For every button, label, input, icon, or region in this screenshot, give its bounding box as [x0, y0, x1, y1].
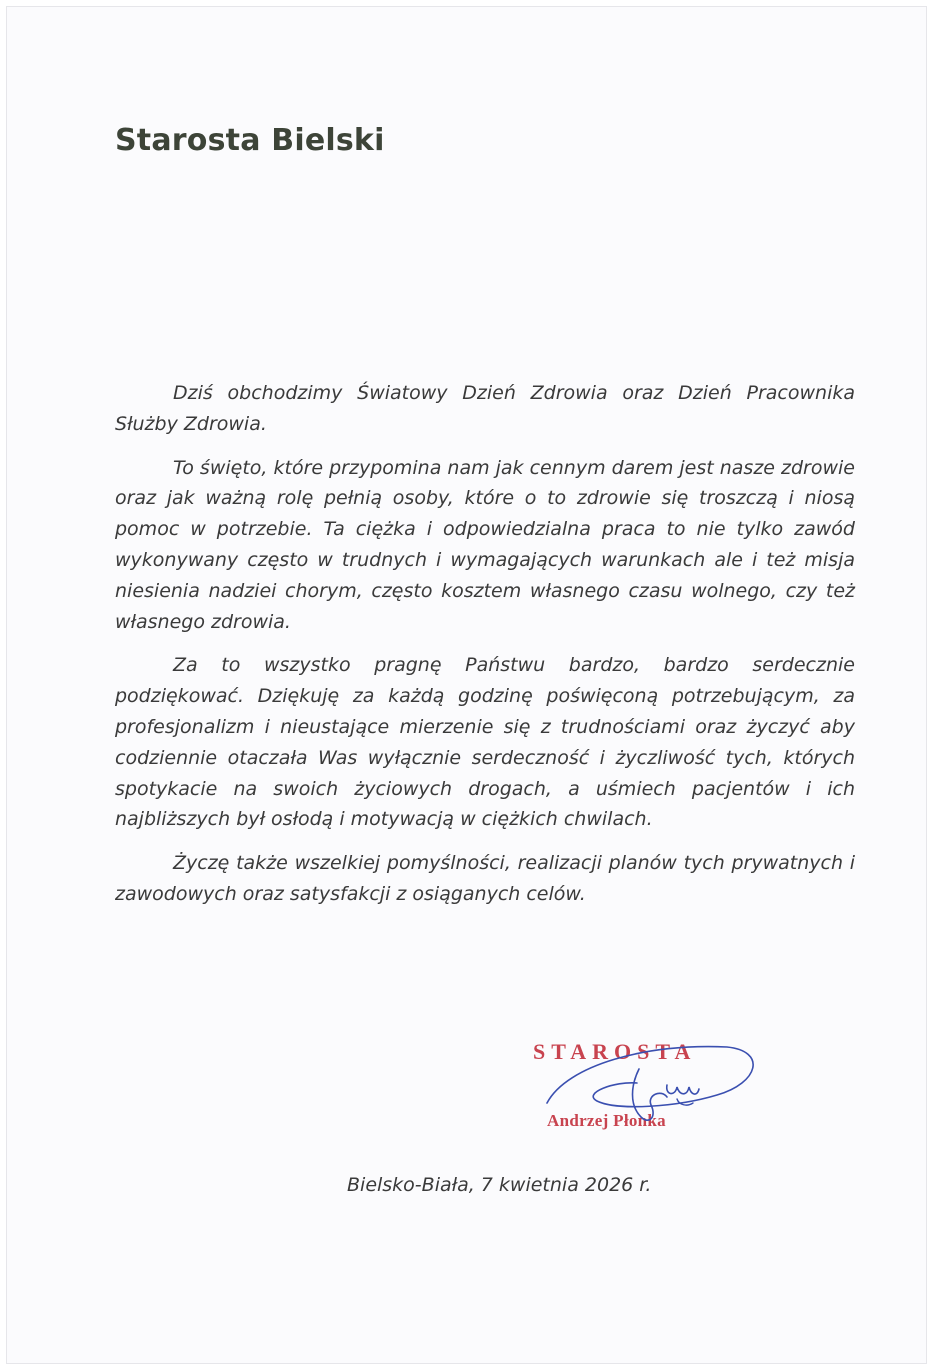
handwritten-signature [527, 1025, 767, 1145]
letter-heading: Starosta Bielski [115, 123, 385, 158]
stamp-name: Andrzej Płonka [547, 1111, 666, 1130]
place-and-date: Bielsko-Biała, 7 kwietnia 2026 r. [347, 1174, 652, 1196]
paragraph-4: Życzę także wszelkiej pomyślności, realizacji planów tych prywatnych i zawodowych oraz satysfakcji z osiąganych celów. [115, 852, 855, 905]
letter-page [6, 6, 927, 1364]
paragraph-2: To święto, które przypomina nam jak cennym darem jest nasze zdrowie oraz jak ważną rolę pełnią osoby, które o to zdrowie się troszczą i niosą pomoc w potrzebie. Ta ciężka i odpowiedzialna praca to nie tylko zawód wykonywany często w trudnych i wymagających warunkach ale i też misja niesienia nadziei chorym, często kosztem własnego czasu wolnego, czy też własnego zdrowia. [115, 456, 855, 633]
paragraph-3: Za to wszystko pragnę Państwu bardzo, bardzo serdecznie podziękować. Dziękuję za każdą godzinę poświęconą potrzebującym, za profesjonalizm i nieustające mierzenie się z trudnościami oraz życzyć aby codziennie otaczała Was wyłącznie serdeczność i życzliwość tych, których spotykacie na swoich życiowych drogach, a uśmiech pacjentów i ich najbliższych był osłodą i motywacją w ciężkich chwilach. [115, 654, 855, 831]
stamp-title: STAROSTA [533, 1039, 697, 1064]
letter-body [115, 378, 855, 923]
official-stamp [527, 1025, 767, 1145]
paragraph-1: Dziś obchodzimy Światowy Dzień Zdrowia oraz Dzień Pracownika Służby Zdrowia. [115, 382, 855, 435]
